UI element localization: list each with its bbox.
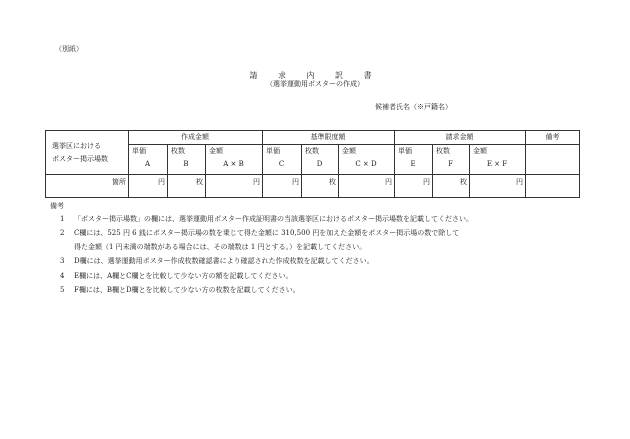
sub-header-label: 金額 — [342, 147, 356, 155]
document-subtitle: （選挙運動用ポスターの作成） — [266, 80, 364, 88]
table-divider — [205, 144, 206, 197]
note-item — [60, 229, 459, 238]
sub-header-code: B — [183, 160, 189, 168]
sub-header-label: 枚数 — [171, 147, 185, 155]
sub-header-code: E — [410, 160, 416, 168]
unit-yen: 円 — [292, 178, 299, 186]
note-item — [60, 215, 473, 224]
table-divider — [167, 144, 168, 197]
table-divider — [469, 144, 470, 197]
unit-sheets: 枚 — [196, 178, 203, 186]
unit-locations: 箇所 — [112, 178, 126, 186]
unit-yen: 円 — [516, 178, 523, 186]
note-text: F欄には、B欄とD欄とを比較して少ない方の枚数を記載してください。 — [74, 286, 300, 294]
note-number: 3 — [60, 257, 65, 265]
candidate-name-label: 候補者氏名（※戸籍名） — [375, 103, 452, 111]
note-text: C欄には、525 円 6 銭にポスター掲示場の数を乗じて得た金額に 310,500 円を加えた金額をポスター掲示場の数で除して — [74, 229, 460, 237]
unit-yen: 円 — [423, 178, 430, 186]
row-header-line1: 選挙区における — [52, 142, 101, 150]
notes-heading: 備考 — [50, 202, 64, 210]
note-item — [60, 243, 366, 252]
sub-header-label: 金額 — [473, 147, 487, 155]
unit-yen: 円 — [158, 178, 165, 186]
attachment-label: （別紙） — [55, 45, 83, 53]
note-text: D欄には、選挙運動用ポスター作成枚数確認書により確認された作成枚数を記載してください。 — [74, 257, 374, 265]
sub-header-code: C — [278, 160, 285, 168]
note-number: 1 — [60, 215, 65, 223]
note-number: 5 — [60, 286, 65, 294]
note-item — [60, 257, 374, 266]
table-divider — [338, 144, 339, 197]
table-divider — [301, 144, 302, 197]
row-header-line2: ポスター掲示場数 — [52, 155, 108, 163]
note-text: E欄には、A欄とC欄とを比較して少ない方の額を記載してください。 — [74, 272, 293, 280]
table-divider — [432, 144, 433, 197]
sub-header-code: D — [316, 160, 323, 168]
sub-header-label: 単価 — [132, 147, 146, 155]
unit-sheets: 枚 — [329, 178, 336, 186]
note-number: 2 — [60, 229, 65, 237]
group-header-remarks: 備考 — [545, 133, 560, 141]
sub-header-label: 単価 — [398, 147, 412, 155]
sub-header-label: 単価 — [266, 147, 280, 155]
sub-header-code: F — [448, 160, 453, 168]
group-header-production-amount: 作成金額 — [181, 133, 209, 141]
table-divider — [128, 144, 580, 145]
sub-header-label: 枚数 — [305, 147, 319, 155]
note-text: 得た金額（1 円未満の端数がある場合には、その端数は 1 円とする。）を記載してください。 — [74, 243, 367, 251]
note-item — [60, 286, 300, 295]
unit-yen: 円 — [385, 178, 392, 186]
unit-sheets: 枚 — [460, 178, 467, 186]
sub-header-label: 枚数 — [436, 147, 450, 155]
table-divider — [46, 174, 580, 175]
group-header-standard-limit: 基準限度額 — [310, 133, 346, 141]
sub-header-code: A × B — [223, 160, 244, 168]
sub-header-label: 金額 — [209, 147, 223, 155]
invoice-breakdown-table — [45, 130, 580, 198]
sub-header-code: A — [144, 160, 151, 168]
note-number: 4 — [60, 272, 65, 280]
note-text: 「ポスター掲示場数」の欄には、選挙運動用ポスター作成証明書の当該選挙区におけるポスター掲示場数を記載してください。 — [74, 215, 473, 223]
note-item — [60, 272, 293, 281]
unit-yen: 円 — [253, 178, 260, 186]
group-header-claim-amount: 請求金額 — [445, 133, 474, 141]
sub-header-code: E × F — [486, 160, 508, 168]
sub-header-code: C × D — [355, 160, 377, 168]
document-title: 請 求 内 訳 書 — [249, 71, 381, 80]
